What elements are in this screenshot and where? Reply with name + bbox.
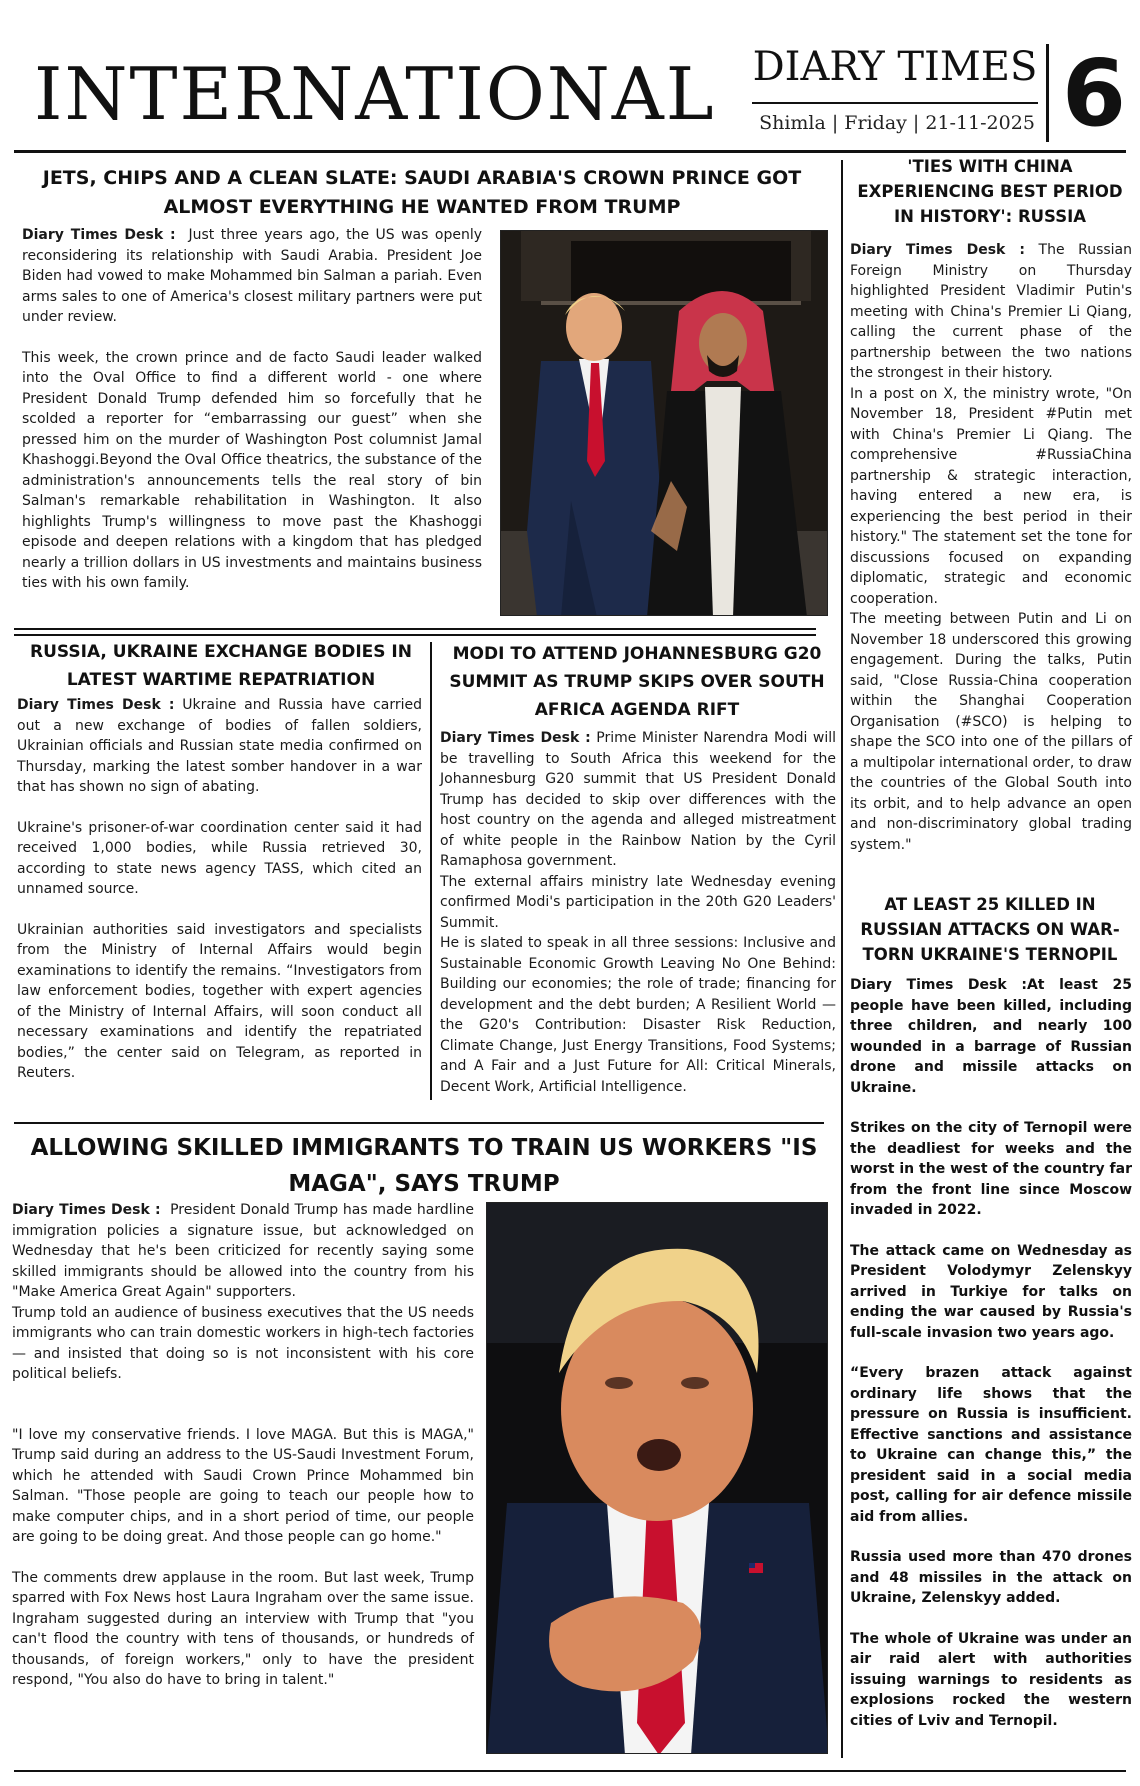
article-headline-modi: MODI TO ATTEND JOHANNESBURG G20 SUMMIT AS TRUMP SKIPS OVER SOUTH AFRICA AGENDA RIFT [449,644,825,720]
byline: Diary Times Desk : [850,977,1027,993]
section-rule [14,634,816,636]
article-body-ternopil: Diary Times Desk :At least 25 people have been killed, including three children, and nearly 100 wounded in a barrage of Russian drone and missile attacks on Ukraine. Strikes on the city of Ternopil were the deadliest for weeks and the worst in the west of the country far from the front line since Moscow invaded in 2022. The attack came on Wednesday as President Volodymyr Zelenskyy arrived in Turkiye for talks on ending the war caused by Russia's full-scale invasion two years ago. “Every brazen attack against ordinary life shows that the pressure on Russia is insufficient. Effective sanctions and assistance to Ukraine can change this,” the president said in a social media post, calling for air defence missile aid from allies. Russia used more than 470 drones and 48 missiles in the attack on Ukraine, Zelenskyy added. The whole of Ukraine was under an air raid alert with authorities issuing warnings to residents as explosions rocked the western cities of Lviv and Ternopil. [850,975,1132,1731]
byline: Diary Times Desk : [22,227,176,243]
article-headline-immigrants: ALLOWING SKILLED IMMIGRANTS TO TRAIN US WORKERS "IS MAGA", SAYS TRUMP [30,1135,818,1197]
paragraph: Trump told an audience of business executives that the US needs immigrants who can train domestic workers in high-tech factories — and insisted that doing so is not inconsistent with his core political beliefs. [12,1304,474,1382]
section-rule [14,1122,824,1124]
page-number: 6 [1061,40,1126,147]
bottom-rule [14,1770,1126,1772]
photo-trump-mbs [500,230,828,616]
byline: Diary Times Desk : [440,730,591,746]
paragraph: He is slated to speak in all three sessions: Inclusive and Sustainable Economic Growth Leaving No One Behind: Building our economies; the role of trade; financing for development and the debt burden; A Resilient World — the G20's Contribution: Disaster Risk Reduction, Climate Change, Just Energy Transitions, Food Systems; and A Fair and a Just Future for All: Critical Minerals, Decent Work, Artificial Intelligence. [440,935,836,1095]
paragraph: The external affairs ministry late Wednesday evening confirmed Modi's participation in the 20th G20 Leaders' Summit. [440,873,836,931]
article-body-modi: Diary Times Desk : Prime Minister Narendra Modi will be travelling to South Africa this weekend for the Johannesburg G20 summit that US President Donald Trump has decided to skip over differences with the host country on the agenda and alleged mistreatment of white people in the Rainbow Nation by the Cyril Ramaphosa government. The external affairs ministry late Wednesday evening confirmed Modi's participation in the 20th G20 Leaders' Summit. He is slated to speak in all three sessions: Inclusive and Sustainable Economic Growth Leaving No One Behind: Building our economies; the role of trade; financing for development and the debt burden; A Resilient World — the G20's Contribution: Disaster Risk Reduction, Climate Change, Just Energy Transitions, Food Systems; and A Fair and a Just Future for All: Critical Minerals, Decent Work, Artificial Intelligence. [440,728,836,1097]
photo-illustration [487,1203,828,1754]
paragraph: Ukraine's prisoner-of-war coordination center said it had received 1,000 bodies, while Russia retrieved 30, according to state news agency TASS, which cited an unnamed source. [17,819,422,897]
article-body-exchange: Diary Times Desk : Ukraine and Russia have carried out a new exchange of bodies of fallen soldiers, Ukrainian officials and Russian state media confirmed on Thursday, marking the latest somber handover in a war that has shown no sign of abating. Ukraine's prisoner-of-war coordination center said it had received 1,000 bodies, while Russia retrieved 30, according to state news agency TASS, which cited an unnamed source. Ukrainian authorities said investigators and specialists from the Ministry of Internal Affairs would begin examinations to identify the remains. “Investigators from law enforcement bodies, together with expert agencies of the Ministry of Internal Affairs, will soon conduct all necessary examinations and identify the repatriated bodies,” the center said on Telegram, as reported in Reuters. [17,695,422,1084]
section-title: INTERNATIONAL [34,52,716,136]
masthead-divider [1046,44,1049,142]
dateline: Shimla | Friday | 21-11-2025 [759,112,1035,134]
article-body-saudi: Diary Times Desk : Just three years ago, the US was openly reconsidering its relationship with Saudi Arabia. President Joe Biden had vowed to make Mohammed bin Salman a pariah. Even arms sales to one of America's closest military partners were put under review. This week, the crown prince and de facto Saudi leader walked into the Oval Office to find a different world - one where President Donald Trump defended him so forcefully that he scolded a reporter for “embarrassing our guest” when she pressed him on the murder of Washington Post columnist Jamal Khashoggi.Beyond the Oval Office theatrics, the substance of the administration's announcements tells the real story of bin Salman's remarkable rehabilitation in Washington. It also highlights Trump's willingness to move past the Khashoggi episode and deepen relations with a kingdom that has pledged nearly a trillion dollars in US investments and maintains business ties with his own family. [22,225,482,594]
byline: Diary Times Desk : [12,1202,161,1218]
column-divider [430,642,432,1100]
paragraph: The comments drew applause in the room. But last week, Trump sparred with Fox News host Laura Ingraham over the same issue. Ingraham suggested during an interview with Trump that "you can't flood the country with tens of thousands, or hundreds of thousands, of foreign workers," only to have the president respond, "You also do have to bring in talent." [12,1569,474,1688]
paragraph: Strikes on the city of Ternopil were the deadliest for weeks and the worst in the west of the country far from the front line since Moscow invaded in 2022. [850,1120,1132,1218]
paragraph: “Every brazen attack against ordinary life shows that the pressure on Russia is insufficient. Effective sanctions and assistance to Ukraine can change this,” the president said in a social media post, calling for air defence missile aid from allies. [850,1365,1132,1525]
article-headline-exchange: RUSSIA, UKRAINE EXCHANGE BODIES IN LATEST WARTIME REPATRIATION [30,642,412,690]
article-headline-ternopil: AT LEAST 25 KILLED IN RUSSIAN ATTACKS ON WAR-TORN UKRAINE'S TERNOPIL [860,895,1120,964]
masthead-underline [752,102,1038,104]
byline: Diary Times Desk : [17,697,175,713]
paragraph: In a post on X, the ministry wrote, "On November 18, President #Putin met with China's Premier Li Qiang. The comprehensive #RussiaChina partnership & strategic interaction, having entered a new era, is experiencing the best period in their history." The statement set the tone for discussions focused on expanding diplomatic, strategic and economic cooperation. [850,385,1132,607]
paragraph: Russia used more than 470 drones and 48 missiles in the attack on Ukraine, Zelenskyy added. [850,1549,1132,1606]
byline: Diary Times Desk : [850,242,1025,258]
paragraph: This week, the crown prince and de facto Saudi leader walked into the Oval Office to find a different world - one where President Donald Trump defended him so forcefully that he scolded a reporter for “embarrassing our guest” when she pressed him on the murder of Washington Post columnist Jamal Khashoggi.Beyond the Oval Office theatrics, the substance of the administration's announcements tells the real story of bin Salman's remarkable rehabilitation in Washington. It also highlights Trump's willingness to move past the Khashoggi episode and deepen relations with a kingdom that has pledged nearly a trillion dollars in US investments and maintains business ties with his own family. [22,349,482,591]
article-body-immigrants: Diary Times Desk : President Donald Trump has made hardline immigration policies a signature issue, but acknowledged on Wednesday that he's been criticized for recently saying some skilled immigrants should be allowed into the country from his "Make America Great Again" supporters. Trump told an audience of business executives that the US needs immigrants who can train domestic workers in high-tech factories — and insisted that doing so is not inconsistent with his core political beliefs. "I love my conservative friends. I love MAGA. But this is MAGA," Trump said during an address to the US-Saudi Investment Forum, which he attended with Saudi Crown Prince Mohammed bin Salman. "Those people are going to teach our people how to make computer chips, and in a short period of time, our people are going to be doing great. And those people can go home." The comments drew applause in the room. But last week, Trump sparred with Fox News host Laura Ingraham over the same issue. Ingraham suggested during an interview with Trump that "you can't flood the country with tens of thousands, or hundreds of thousands, of foreign workers," only to have the president respond, "You also do have to bring in talent." [12,1200,474,1691]
article-headline-saudi: JETS, CHIPS AND A CLEAN SLATE: SAUDI ARABIA'S CROWN PRINCE GOT ALMOST EVERYTHING HE WANTED FROM TRUMP [42,167,802,218]
article-headline-russia-china: 'TIES WITH CHINA EXPERIENCING BEST PERIOD IN HISTORY': RUSSIA [857,157,1123,226]
paragraph: Ukrainian authorities said investigators and specialists from the Ministry of Internal Affairs would begin examinations to identify the remains. “Investigators from law enforcement bodies, together with expert agencies of the Ministry of Internal Affairs, will soon conduct all necessary examinations and identify the repatriated bodies,” the center said on Telegram, as reported in Reuters. [17,921,422,1081]
masthead: DIARY TIMES [752,44,1038,90]
article-body-russia-china: Diary Times Desk : The Russian Foreign Ministry on Thursday highlighted President Vladimir Putin's meeting with China's Premier Li Qiang, calling the current phase of the partnership between the two nations the strongest in their history. In a post on X, the ministry wrote, "On November 18, President #Putin met with China's Premier Li Qiang. The comprehensive #RussiaChina partnership & strategic interaction, having entered a new era, is experiencing the best period in their history." The statement set the tone for discussions focused on expanding diplomatic, strategic and economic cooperation. The meeting between Putin and Li on November 18 underscored this growing engagement. During the talks, Putin said, "Close Russia-China cooperation within the Shanghai Cooperation Organisation (#SCO) is helping to shape the SCO into one of the pillars of a multipolar international order, to draw the countries of the Global South into its orbit, and to help advance an open and non-discriminatory global trading system." [850,240,1132,855]
paragraph: The meeting between Putin and Li on November 18 underscored this growing engagement. During the talks, Putin said, "Close Russia-China cooperation within the Shanghai Cooperation Organisation (#SCO) is helping to shape the SCO into one of the pillars of a multipolar international order, to draw the countries of the Global South into its orbit, and to help advance an open and non-discriminatory global trading system." [850,611,1132,853]
column-separator [841,160,843,1758]
top-rule [14,150,1126,153]
photo-illustration [501,231,828,616]
paragraph: "I love my conservative friends. I love MAGA. But this is MAGA," Trump said during an address to the US-Saudi Investment Forum, which he attended with Saudi Crown Prince Mohammed bin Salman. "Those people are going to teach our people how to make computer chips, and in a short period of time, our people are going to be doing great. And those people can go home." [12,1426,474,1545]
paragraph: The whole of Ukraine was under an air raid alert with authorities issuing warnings to residents as explosions rocked the western cities of Lviv and Ternopil. [850,1630,1132,1729]
section-rule [14,628,816,630]
paragraph: The attack came on Wednesday as President Volodymyr Zelenskyy arrived in Turkiye for talks on ending the war caused by Russia's full-scale invasion two years ago. [850,1242,1132,1341]
photo-trump-speaking [486,1202,828,1754]
